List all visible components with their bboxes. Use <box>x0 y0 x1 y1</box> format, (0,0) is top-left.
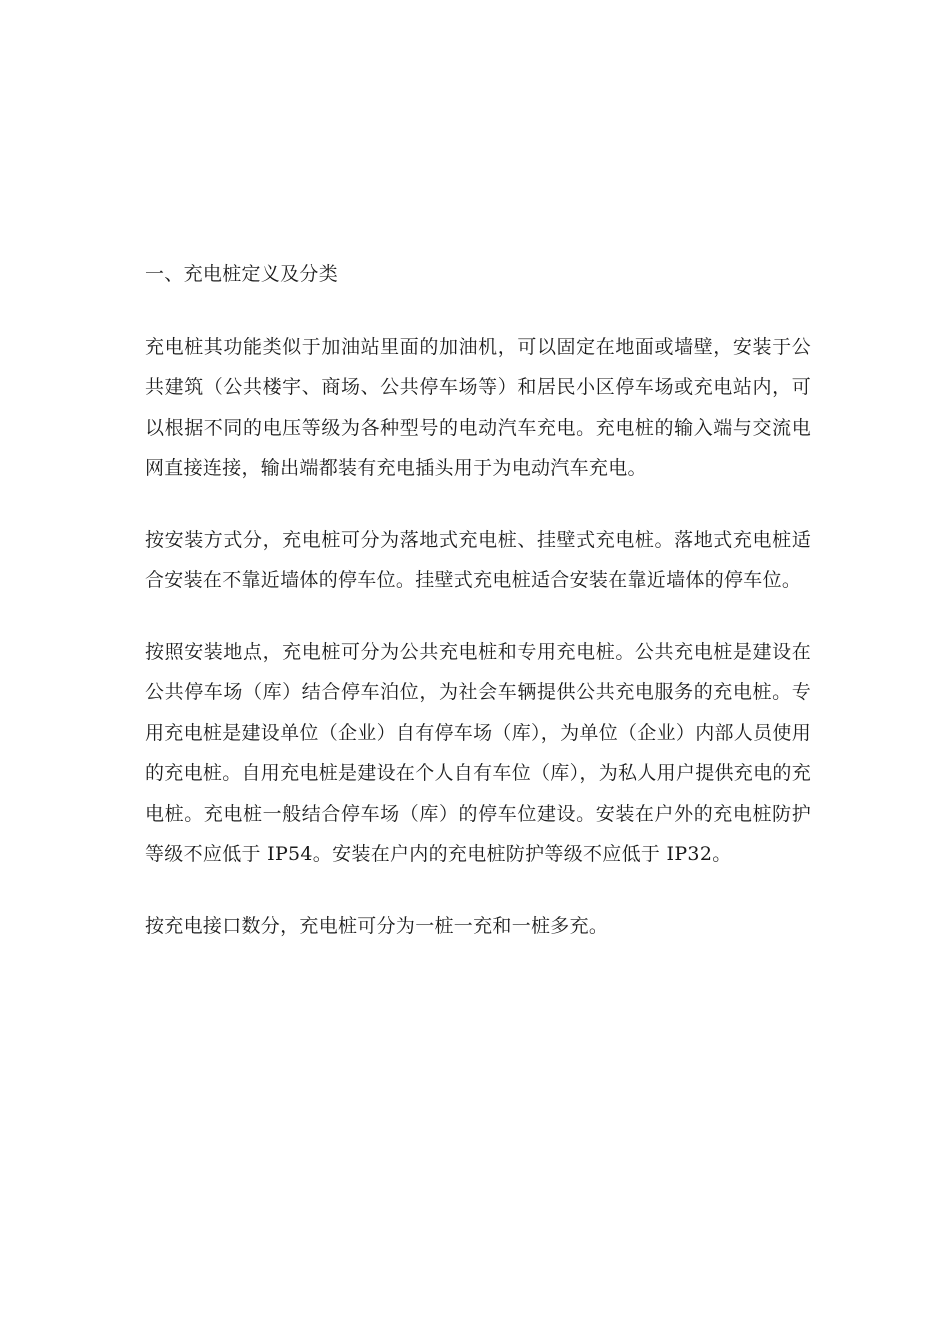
paragraph-install-location: 按照安装地点，充电桩可分为公共充电桩和专用充电桩。公共充电桩是建设在公共停车场（库）结合停车泊位，为社会车辆提供公共充电服务的充电桩。专用充电桩是建设单位（企业）自有停车场（库），为单位（企业）内部人员使用的充电桩。自用充电桩是建设在个人自有车位（库），为私人用户提供充电的充电桩。充电桩一般结合停车场（库）的停车位建设。安装在户外的充电桩防护等级不应低于 IP54。安装在户内的充电桩防护等级不应低于 IP32。 <box>145 640 812 865</box>
paragraph-install-method: 按安装方式分，充电桩可分为落地式充电桩、挂壁式充电桩。落地式充电桩适合安装在不靠近墙体的停车位。挂壁式充电桩适合安装在靠近墙体的停车位。 <box>145 528 811 591</box>
section-heading: 一、充电桩定义及分类 <box>145 263 339 285</box>
paragraph-definition: 充电桩其功能类似于加油站里面的加油机，可以固定在地面或墙壁，安装于公共建筑（公共楼宇、商场、公共停车场等）和居民小区停车场或充电站内，可以根据不同的电压等级为各种型号的电动汽车充电。充电桩的输入端与交流电网直接连接，输出端都装有充电插头用于为电动汽车充电。 <box>145 335 811 479</box>
document-body <box>145 254 811 946</box>
paragraph-interface-count: 按充电接口数分，充电桩可分为一桩一充和一桩多充。 <box>145 914 609 937</box>
